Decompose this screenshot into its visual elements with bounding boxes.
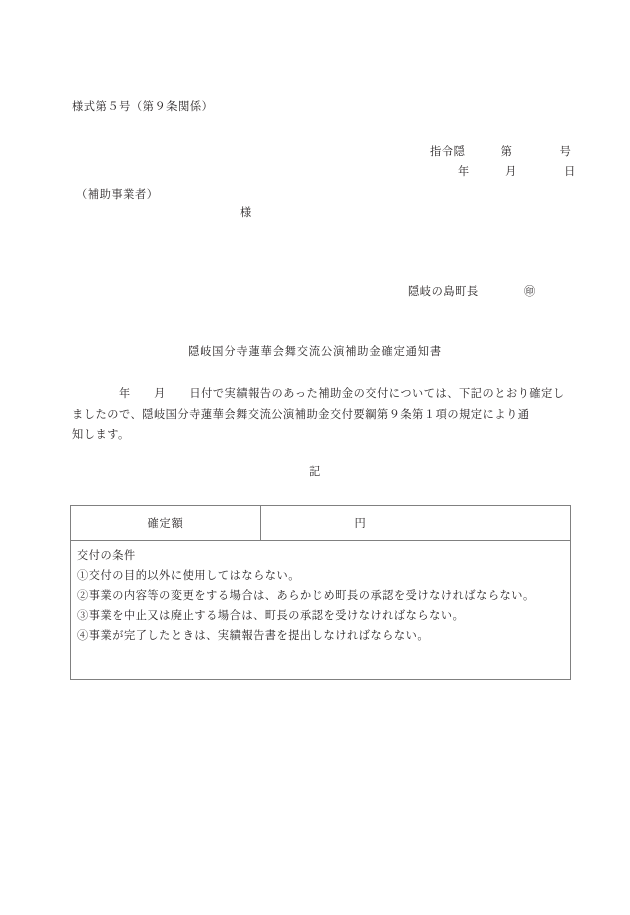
- condition-item: ①交付の目的以外に使用してはならない。: [77, 570, 301, 582]
- body-line: 知します。: [72, 429, 130, 441]
- table-row-amount: [71, 506, 570, 541]
- body-line: ましたので、隠岐国分寺蓮華会舞交流公演補助金交付要綱第９条第１項の規定により通: [72, 408, 530, 421]
- issuer-name: 隠岐の島町長: [408, 286, 479, 298]
- page-title: 隠岐国分寺蓮華会舞交流公演補助金確定通知書: [188, 346, 442, 358]
- recipient-label: （補助事業者）: [76, 189, 159, 201]
- body-line: 年 月 日付で実績報告のあった補助金の交付については、下記のとおり確定し: [72, 388, 565, 400]
- order-number: 指令隠 第 号: [430, 146, 572, 158]
- ki-marker: 記: [309, 466, 321, 478]
- recipient-honorific: 様: [240, 207, 252, 219]
- table-row-conditions: [71, 541, 570, 679]
- condition-item: ②事業の内容等の変更をする場合は、あらかじめ町長の承認を受けなければならない。: [77, 590, 535, 602]
- conditions-heading: 交付の条件: [77, 550, 136, 562]
- condition-item: ④事業が完了したときは、実績報告書を提出しなければならない。: [77, 630, 430, 642]
- condition-item: ③事業を中止又は廃止する場合は、町長の承認を受けなければならない。: [77, 610, 465, 622]
- details-table: [70, 505, 571, 680]
- form-number: 様式第５号（第９条関係）: [72, 101, 214, 113]
- amount-unit-cell: 円: [354, 518, 367, 530]
- seal-icon: ㊞: [524, 286, 536, 298]
- body-paragraph: [72, 384, 572, 446]
- order-date: 年 月 日: [458, 166, 576, 178]
- amount-label-cell: 確定額: [71, 506, 261, 540]
